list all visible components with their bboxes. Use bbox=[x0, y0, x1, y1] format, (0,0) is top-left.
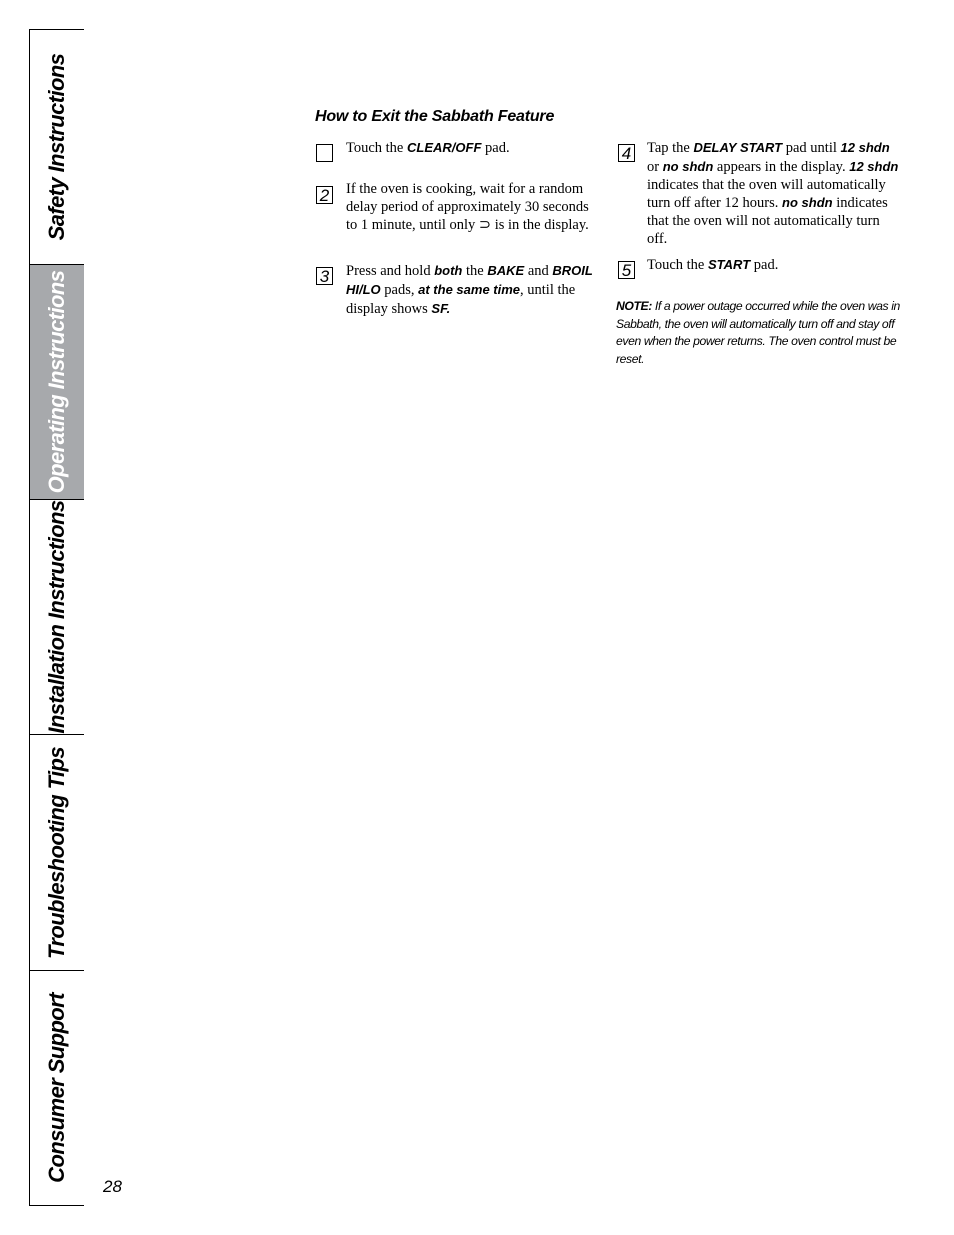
text-run: indicates that the oven will automatically turn off after 12 hours. bbox=[647, 176, 886, 212]
step-number-box: 5 bbox=[618, 261, 635, 279]
note-text: If a power outage occurred while the oven was in Sabbath, the oven will automatically turn off and stay off even when the power returns. The oven control must be reset. bbox=[616, 299, 900, 367]
tab-label: Installation Instructions bbox=[44, 500, 69, 734]
tab-installation-instructions[interactable] bbox=[30, 499, 84, 734]
text-run: , until the display shows bbox=[346, 281, 576, 317]
step-text bbox=[647, 256, 902, 275]
step-text bbox=[346, 181, 601, 234]
tab-safety-instructions[interactable] bbox=[30, 29, 84, 264]
keyword: CLEAR/OFF bbox=[407, 140, 482, 155]
keyword: DELAY START bbox=[693, 140, 783, 155]
tab-troubleshooting-tips[interactable] bbox=[30, 734, 84, 970]
text-run: Touch the bbox=[346, 140, 407, 156]
tab-label: Troubleshooting Tips bbox=[44, 746, 69, 959]
keyword: both bbox=[434, 263, 463, 278]
note bbox=[616, 298, 906, 369]
keyword: no shdn bbox=[662, 158, 714, 174]
keyword: at the same time bbox=[418, 281, 521, 297]
keyword: START bbox=[708, 257, 751, 272]
text-run: the bbox=[462, 263, 488, 279]
step-number-box: 3 bbox=[316, 267, 333, 285]
text-run: or bbox=[647, 158, 663, 175]
tab-operating-instructions[interactable] bbox=[30, 264, 84, 499]
text-run: pads, bbox=[380, 281, 419, 298]
keyword: 12 shdn bbox=[849, 158, 899, 174]
text-run: Press and hold bbox=[346, 263, 435, 279]
text-run: pad. bbox=[481, 140, 510, 156]
keyword: no shdn bbox=[782, 195, 833, 211]
step-text bbox=[647, 139, 902, 249]
page-number: 28 bbox=[103, 1177, 122, 1196]
keyword: BROIL HI/LO bbox=[346, 263, 593, 297]
text-run: pad until bbox=[782, 140, 841, 156]
text-run: Tap the bbox=[647, 140, 694, 156]
text-run: indicates that the oven will not automatically turn off. bbox=[647, 195, 888, 247]
text-run: pad. bbox=[750, 257, 779, 273]
side-navigation bbox=[29, 29, 84, 1206]
tab-label: Operating Instructions bbox=[44, 270, 69, 494]
step-number-box: 4 bbox=[618, 144, 635, 162]
keyword: BAKE bbox=[487, 263, 525, 278]
step-number-box bbox=[316, 144, 333, 162]
keyword: SF. bbox=[431, 300, 451, 316]
note-label: NOTE: bbox=[616, 299, 652, 313]
step-text bbox=[346, 262, 601, 318]
tab-label: Safety Instructions bbox=[44, 53, 69, 241]
text-run: and bbox=[524, 263, 553, 279]
step-text bbox=[346, 139, 601, 158]
tab-label: Consumer Support bbox=[44, 993, 69, 1183]
step-number-box: 2 bbox=[316, 186, 333, 204]
section-heading: How to Exit the Sabbath Feature bbox=[315, 108, 555, 125]
text-run: Touch the bbox=[647, 257, 708, 273]
keyword: 12 shdn bbox=[840, 140, 890, 155]
tab-consumer-support[interactable] bbox=[30, 970, 84, 1205]
text-run: If the oven is cooking, wait for a random delay period of approximately 30 seconds to 1 minute, until only ⊃ is in the display. bbox=[346, 181, 589, 233]
text-run: appears in the display. bbox=[713, 158, 850, 175]
